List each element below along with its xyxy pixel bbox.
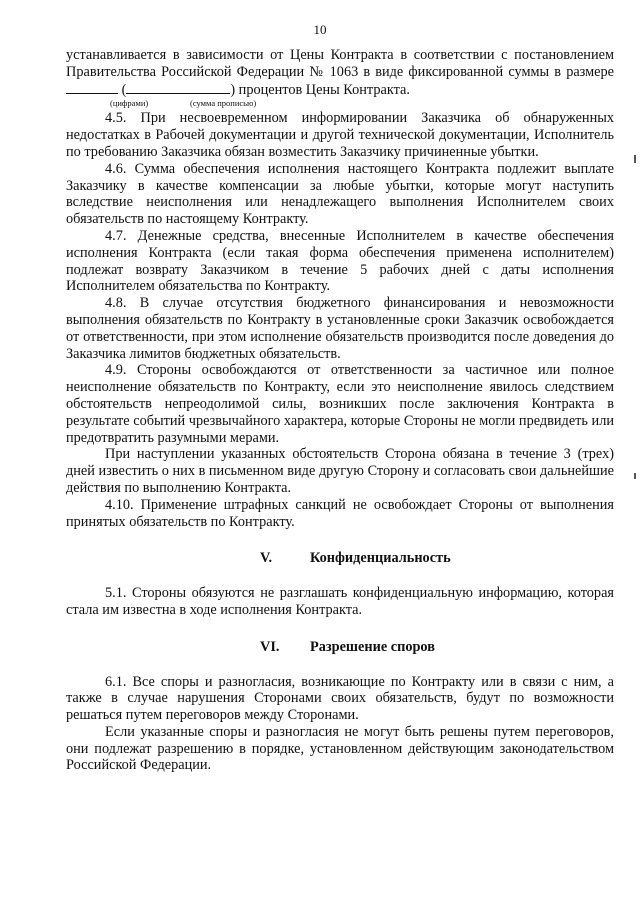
section-number: VI. <box>260 638 280 655</box>
clause-6-1: 6.1. Все споры и разногласия, возникающие по Контракту или в связи с ним, а также в случае нарушения Сторонами своих обязательств, будут по возможности решаться путем переговоров между Сторонами. <box>66 673 614 724</box>
caption-words: (сумма прописью) <box>190 98 257 109</box>
clause-5-1: 5.1. Стороны обязуются не разглашать конфиденциальную информацию, которая стала им известна в ходе исполнения Контракта. <box>66 585 614 618</box>
amount-words-blank <box>126 81 230 94</box>
section-heading-5 <box>66 550 614 567</box>
clause-4-8: 4.8. В случае отсутствия бюджетного финансирования и невозможности выполнения обязательств по Контракту в установленные сроки Заказчик освобождается от ответственности, при этом исполнение обязательств производится после доведения до Заказчика лимитов бюджетных обязательств. <box>66 295 614 362</box>
clause-4-6: 4.6. Сумма обеспечения исполнения настоящего Контракта подлежит выплате Заказчику в качестве компенсации за любые убытки, которые могут наступить вследствие неисполнения или ненадлежащего выполнения Исполнителем своих обязательств по настоящему Контракту. <box>66 160 614 228</box>
margin-mark <box>634 473 636 479</box>
section-title: Конфиденциальность <box>310 550 451 567</box>
clause-6-1-continued: Если указанные споры и разногласия не могут быть решены путем переговоров, они подлежат разрешению в порядке, установленном действующим законодательством Российской Федерации. <box>66 723 614 774</box>
clause-4-5: 4.5. При несвоевременном информировании Заказчика об обнаруженных недостатках в Рабочей документации и другой технической документации, Исполнитель по требованию Заказчика обязан возместить Заказчику причиненные убытки. <box>66 110 614 160</box>
intro-paragraph <box>66 47 614 98</box>
caption-digits: (цифрами) <box>110 98 149 109</box>
amount-digits-blank <box>66 81 118 94</box>
section-number: V. <box>260 550 273 567</box>
clause-4-7: 4.7. Денежные средства, внесенные Исполнителем в качестве обеспечения исполнения Контракта (если такая форма обеспечения применена исполнителем) подлежат возврату Заказчиком в течение 5 рабочих дней с даты исполнения Исполнителем обязательства по Контракту. <box>66 227 614 295</box>
clause-4-9-continued: При наступлении указанных обстоятельств Сторона обязана в течение 3 (трех) дней известить о них в письменном виде другую Сторону и согласовать свои дальнейшие действия по выполнению Контракта. <box>66 446 614 496</box>
page-number: 10 <box>313 22 327 37</box>
document-body <box>66 47 614 774</box>
size-prefix: размере <box>566 63 615 80</box>
margin-mark <box>634 155 636 163</box>
clause-4-10: 4.10. Применение штрафных санкций не освобождает Стороны от выполнения принятых обязательств по Контракту. <box>66 496 614 530</box>
open-paren: ( <box>121 81 127 98</box>
close-paren-text: ) процентов Цены Контракта. <box>230 81 410 98</box>
intro-text: устанавливается в зависимости от Цены Контракта в соответствии с постановлением Правительства Российской Федерации № 1063 в виде фиксированной суммы в <box>66 47 614 80</box>
section-title: Разрешение споров <box>310 638 435 655</box>
blank-captions <box>66 98 614 110</box>
section-heading-6 <box>66 639 614 656</box>
clause-4-9: 4.9. Стороны освобождаются от ответственности за частичное или полное неисполнение обязательств по Контракту, если это неисполнение явилось следствием обстоятельств непреодолимой силы, возникших после заключения Контракта в результате событий чрезвычайного характера, которые Стороны не могли предвидеть или предотвратить разумными мерами. <box>66 362 614 446</box>
